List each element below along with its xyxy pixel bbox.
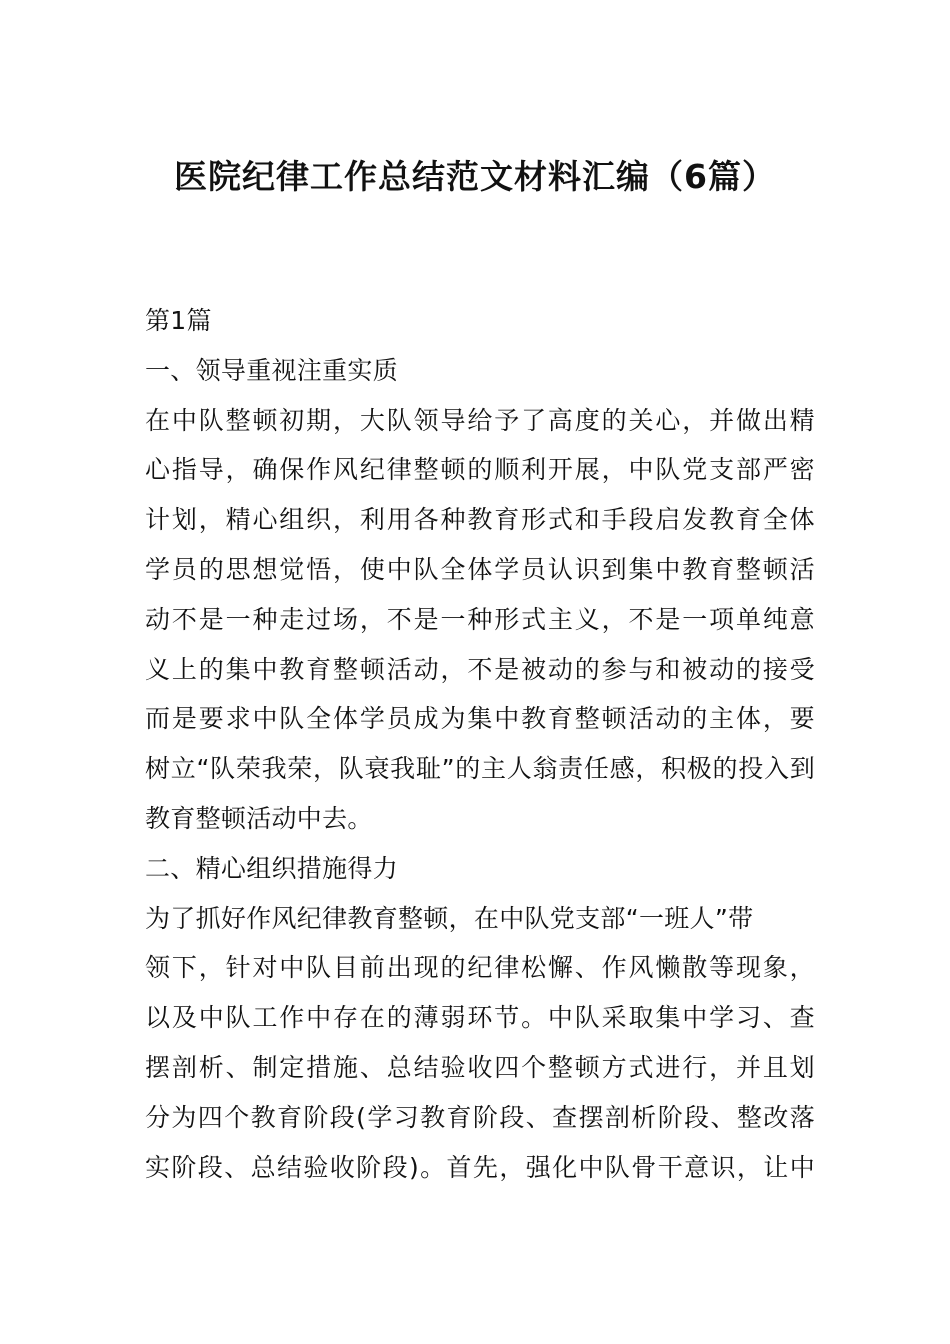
paragraph-line: 而是要求中队全体学员成为集中教育整顿活动的主体，要 bbox=[145, 704, 815, 734]
paragraph-line: 教育整顿活动中去。 bbox=[145, 803, 373, 833]
paragraph-line: 心指导，确保作风纪律整顿的顺利开展，中队党支部严密 bbox=[145, 455, 815, 485]
document-body bbox=[145, 296, 815, 1192]
paragraph-line: 学员的思想觉悟，使中队全体学员认识到集中教育整顿活 bbox=[145, 554, 815, 584]
paragraph-line: 计划，精心组织，利用各种教育形式和手段启发教育全体 bbox=[145, 505, 815, 535]
paragraph-line: 动不是一种走过场，不是一种形式主义，不是一项单纯意 bbox=[145, 604, 815, 634]
section-heading: 二、精心组织措施得力 bbox=[145, 853, 399, 883]
paragraph-line: 以及中队工作中存在的薄弱环节。中队采取集中学习、查 bbox=[145, 1003, 815, 1033]
document-title: 医院纪律工作总结范文材料汇编（6篇） bbox=[174, 157, 776, 196]
paragraph-line: 为了抓好作风纪律教育整顿，在中队党支部“一班人”带 bbox=[145, 903, 754, 933]
paragraph-line: 在中队整顿初期，大队领导给予了高度的关心，并做出精 bbox=[145, 405, 815, 435]
paragraph-line: 分为四个教育阶段(学习教育阶段、查摆剖析阶段、整改落 bbox=[145, 1102, 815, 1132]
paragraph-line: 摆剖析、制定措施、总结验收四个整顿方式进行，并且划 bbox=[145, 1052, 815, 1082]
paragraph-line: 领下，针对中队目前出现的纪律松懈、作风懒散等现象， bbox=[145, 953, 815, 983]
paragraph-line: 义上的集中教育整顿活动，不是被动的参与和被动的接受 bbox=[145, 654, 815, 684]
section-heading: 一、领导重视注重实质 bbox=[145, 355, 399, 385]
section-label: 第1篇 bbox=[145, 306, 212, 335]
paragraph-line: 实阶段、总结验收阶段)。首先，强化中队骨干意识，让中 bbox=[145, 1152, 815, 1182]
paragraph-line: 树立“队荣我荣，队衰我耻”的主人翁责任感，积极的投入到 bbox=[145, 754, 815, 784]
